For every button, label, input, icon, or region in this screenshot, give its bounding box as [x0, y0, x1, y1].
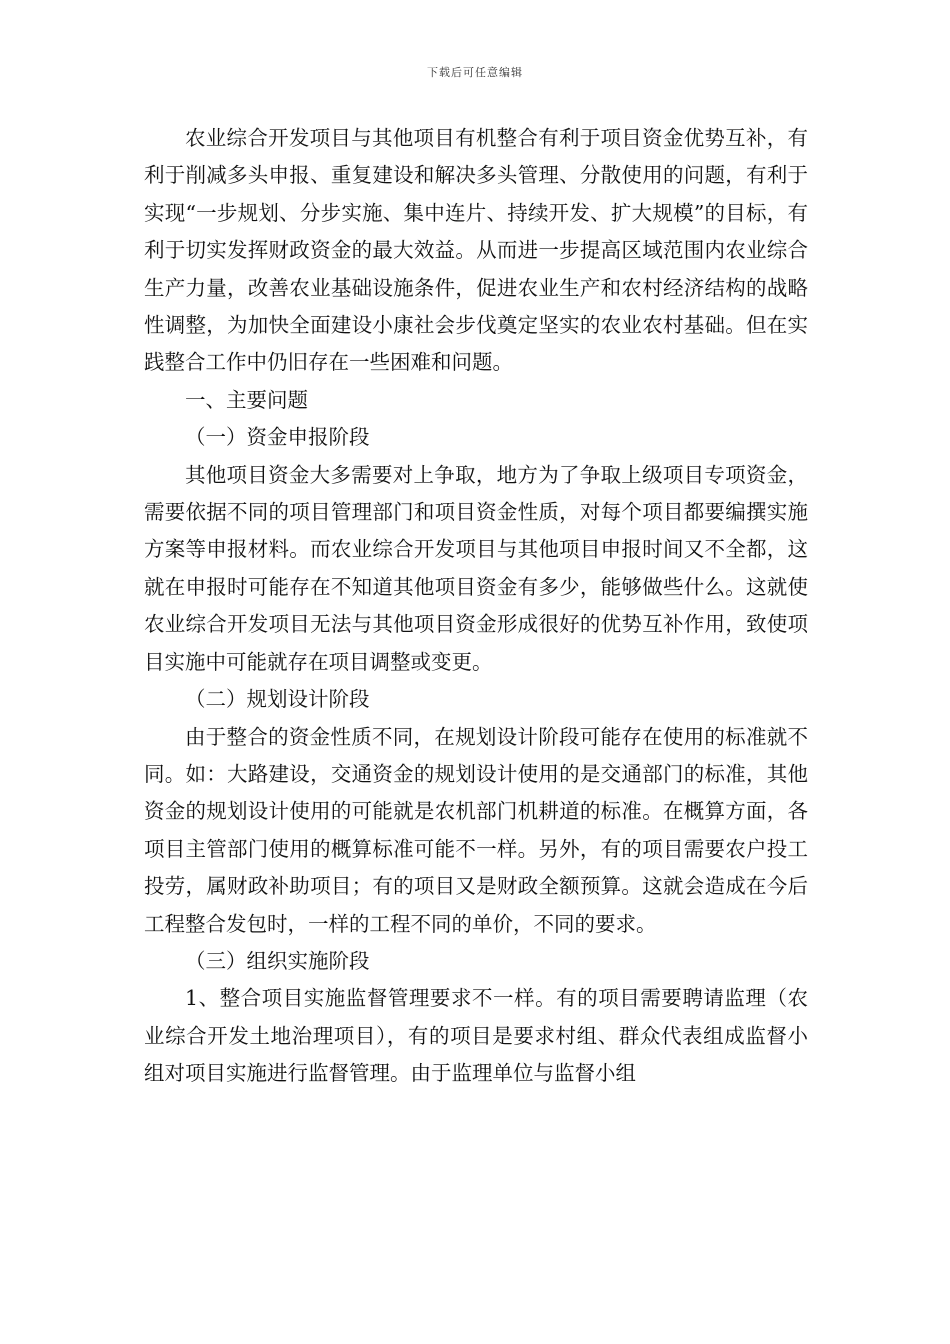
intro-paragraph: 农业综合开发项目与其他项目有机整合有利于项目资金优势互补，有利于削减多头申报、重复建设和解决多头管理、分散使用的问题，有利于实现“一步规划、分步实施、集中连片、持续开发、扩大规模”的目标，有利于切实发挥财政资金的最大效益。从而进一步提高区域范围内农业综合生产力量，改善农业基础设施条件，促进农业生产和农村经济结构的战略性调整，为加快全面建设小康社会步伐奠定坚实的农业农村基础。但在实践整合工作中仍旧存在一些困难和问题。: [144, 126, 808, 375]
subheading-implementation: （三）组织实施阶段: [185, 948, 370, 973]
paragraph-implementation: 1、整合项目实施监督管理要求不一样。有的项目需要聘请监理（农业综合开发土地治理项目），有的项目是要求村组、群众代表组成监督小组对项目实施进行监督管理。由于监理单位与监督小组: [144, 986, 808, 1086]
paragraph-planning-design: 由于整合的资金性质不同，在规划设计阶段可能存在使用的标准就不同。如：大路建设，交通资金的规划设计使用的是交通部门的标准，其他资金的规划设计使用的可能就是农机部门机耕道的标准。在概算方面，各项目主管部门使用的概算标准可能不一样。另外，有的项目需要农户投工投劳，属财政补助项目；有的项目又是财政全额预算。这就会造成在今后工程整合发包时，一样的工程不同的单价，不同的要求。: [144, 724, 808, 936]
section-heading-main-problems: 一、主要问题: [185, 387, 308, 412]
subheading-fund-application: （一）资金申报阶段: [185, 425, 370, 450]
page-header: 下载后可任意编辑: [427, 66, 523, 79]
paragraph-fund-application: 其他项目资金大多需要对上争取，地方为了争取上级项目专项资金，需要依据不同的项目管理部门和项目资金性质，对每个项目都要编撰实施方案等申报材料。而农业综合开发项目与其他项目申报时间又不全都，这就在申报时可能存在不知道其他项目资金有多少，能够做些什么。这就使农业综合开发项目无法与其他项目资金形成很好的优势互补作用，致使项目实施中可能就存在项目调整或变更。: [144, 462, 808, 674]
document-body: [144, 120, 808, 1093]
subheading-planning-design: （二）规划设计阶段: [185, 687, 370, 712]
